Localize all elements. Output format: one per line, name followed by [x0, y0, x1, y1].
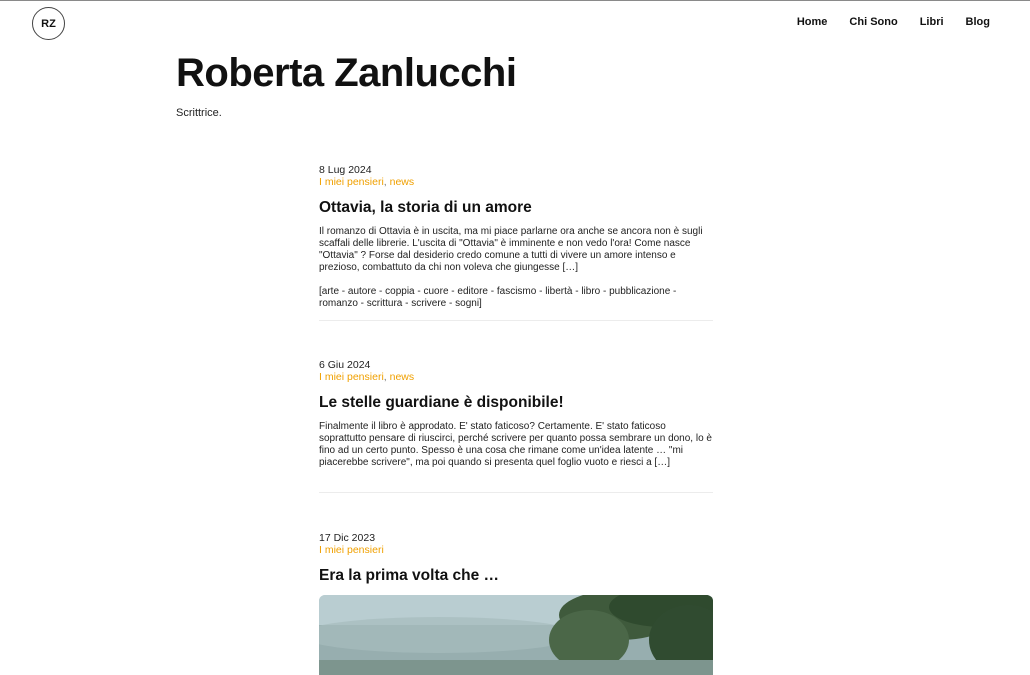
landscape-image [319, 595, 713, 675]
category-link[interactable]: I miei pensieri [319, 371, 384, 383]
post-title[interactable]: Era la prima volta che … [319, 567, 500, 584]
site-title[interactable]: Roberta Zanlucchi [176, 51, 517, 95]
post-divider [319, 492, 713, 493]
nav-blog[interactable]: Blog [965, 16, 990, 28]
post-date: 8 Lug 2024 [319, 164, 372, 176]
post-title[interactable]: Ottavia, la storia di un amore [319, 199, 532, 216]
main-nav [797, 16, 990, 28]
post-excerpt: Il romanzo di Ottavia è in uscita, ma mi piace parlarne ora anche se ancora non è sugli scaffali delle librerie. L'uscita di "Ottavia" è imminente e non vedo l'ora! Come nasce "Ottavia" ? Forse dal desiderio credo comune a tutti di vivere un amore intenso e prezioso, combattuto da chi non voleva che giungesse […] [319, 226, 703, 273]
post-title[interactable]: Le stelle guardiane è disponibile! [319, 394, 564, 411]
post-card [319, 359, 713, 468]
post-tags[interactable]: [arte - autore - coppia - cuore - editore - fascismo - libertà - libro - pubblicazione - romanzo - scrittura - scrivere - sogni] [319, 286, 677, 309]
category-link[interactable]: news [389, 176, 415, 188]
nav-libri[interactable]: Libri [919, 16, 944, 28]
post-featured-image[interactable] [319, 595, 713, 675]
post-card [319, 164, 713, 309]
site-logo[interactable]: RZ [32, 7, 65, 40]
category-link[interactable]: news [389, 371, 415, 383]
category-link[interactable]: I miei pensieri [319, 544, 384, 556]
post-categories [319, 544, 713, 556]
post-divider [319, 320, 713, 321]
post-categories: I miei pensieri, news [319, 176, 415, 188]
category-link[interactable]: I miei pensieri [319, 176, 384, 188]
post-excerpt: Finalmente il libro è approdato. E' stato faticoso? Certamente. E' stato faticoso soprattutto pensare di riuscirci, perché scrivere per quanto possa sembrare un dono, lo è fino ad un certo punto. Spesso è una cosa che rimane come un'idea latente … "mi piacerebbe scrivere", ma poi quando si presenta quel foglio vuoto e riesci a […] [319, 421, 712, 468]
nav-chi-sono[interactable]: Chi Sono [849, 16, 898, 28]
post-categories: I miei pensieri, news [319, 371, 415, 383]
post-date: 17 Dic 2023 [319, 532, 376, 544]
site-tagline: Scrittrice. [176, 107, 222, 119]
nav-home[interactable]: Home [796, 16, 828, 28]
post-date: 6 Giu 2024 [319, 359, 371, 371]
post-card [319, 532, 713, 584]
